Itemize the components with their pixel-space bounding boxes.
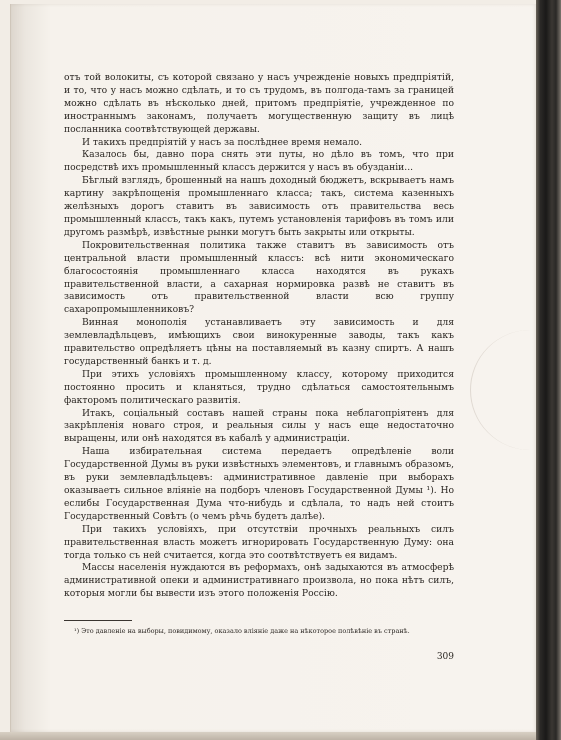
- footnote-divider: [64, 620, 132, 621]
- book-binding: [536, 0, 561, 740]
- paragraph: При такихъ условіяхъ, при отсутствіи прочныхъ реальныхъ силъ правительственная власть можетъ игнорировать Государственную Думу: она тогда только съ ней считается, когда это соотвѣтствуетъ ея видамъ.: [64, 523, 454, 561]
- footnote: ¹) Это давленіе на выборы, повидимому, оказало вліяніе даже на нѣкоторое полѣвѣніе въ странѣ.: [74, 627, 410, 635]
- page-number: 309: [436, 652, 454, 662]
- body-text: [64, 72, 454, 601]
- paragraph: При этихъ условіяхъ промышленному классу, которому приходится постоянно просить и кланяться, трудно сдѣлаться самостоятельнымъ факторомъ политическаго развитія.: [64, 368, 454, 406]
- paragraph: И такихъ предпріятій у насъ за послѣднее время немало.: [82, 136, 363, 148]
- paragraph: Массы населенія нуждаются въ реформахъ, онѣ задыхаются въ атмосферѣ административной опеки и административнаго произвола, но пока нѣтъ силъ, которыя могли бы вывести изъ этого положенія Россію.: [64, 562, 454, 600]
- paragraph: Итакъ, соціальный составъ нашей страны пока неблагопріятенъ для закрѣпленія новаго строя, и реальныя силы у насъ еще недостаточно выращены, или онѣ находятся въ кабалѣ у администраціи.: [64, 407, 454, 445]
- paragraph: Покровительственная политика также ставитъ въ зависимость отъ центральной власти промышленный классъ: всѣ нити экономическаго благосостоянія промышленнаго класса находятся въ рукахъ правительственной власти, а сахарная нормировка развѣ не ставитъ въ зависимость отъ правительственной власти всю группу сахаропромышленниковъ?: [64, 239, 454, 316]
- paragraph: Наша избирательная система передаетъ опредѣленіе воли Государственной Думы въ руки извѣстныхъ элементовъ, и главнымъ образомъ, въ руки землевладѣльцевъ: административное давленіе при выборахъ оказываетъ сильное вліяніе на подборъ членовъ Государственной Думы ¹). Но еслибы Государственная Дума что-нибудь и сдѣлала, то надъ ней стоитъ Государственный Совѣтъ (о чемъ рѣчь будетъ далѣе).: [64, 446, 454, 522]
- paragraph: Бѣглый взглядъ, брошенный на нашъ доходный бюджетъ, вскрываетъ намъ картину закрѣпощенія промышленнаго класса; такъ, система казенныхъ желѣзныхъ дорогъ ставитъ въ зависимость отъ правительства весь промышленный классъ, такъ какъ, путемъ установленія тарифовъ въ томъ или другомъ размѣрѣ, извѣстные рынки могутъ быть закрыты или открыты.: [64, 175, 454, 238]
- paragraph: отъ той волокиты, съ которой связано у насъ учрежденіе новыхъ предпріятій, и то, что у насъ можно сдѣлать, и то съ трудомъ, въ полгода-тамъ за границей можно сдѣлать въ нѣсколько дней, притомъ предпріятіе, учрежденное по иностраннымъ законамъ, получаетъ могущественную защиту въ лицѣ посланника соотвѣтствующей державы.: [64, 72, 454, 135]
- paragraph: Казалось бы, давно пора снять эти путы, но дѣло въ томъ, что при посредствѣ ихъ промышленный классъ держится у насъ въ обузданіи...: [64, 149, 454, 174]
- paragraph: Винная монополія устанавливаетъ эту зависимость и для землевладѣльцевъ, имѣющихъ свои винокуренные заводы, такъ какъ правительство опредѣляетъ цѣны на поставляемый въ казну спиртъ. А нашъ государственный банкъ и т. д.: [64, 317, 454, 367]
- page-bottom-edge: [0, 732, 536, 740]
